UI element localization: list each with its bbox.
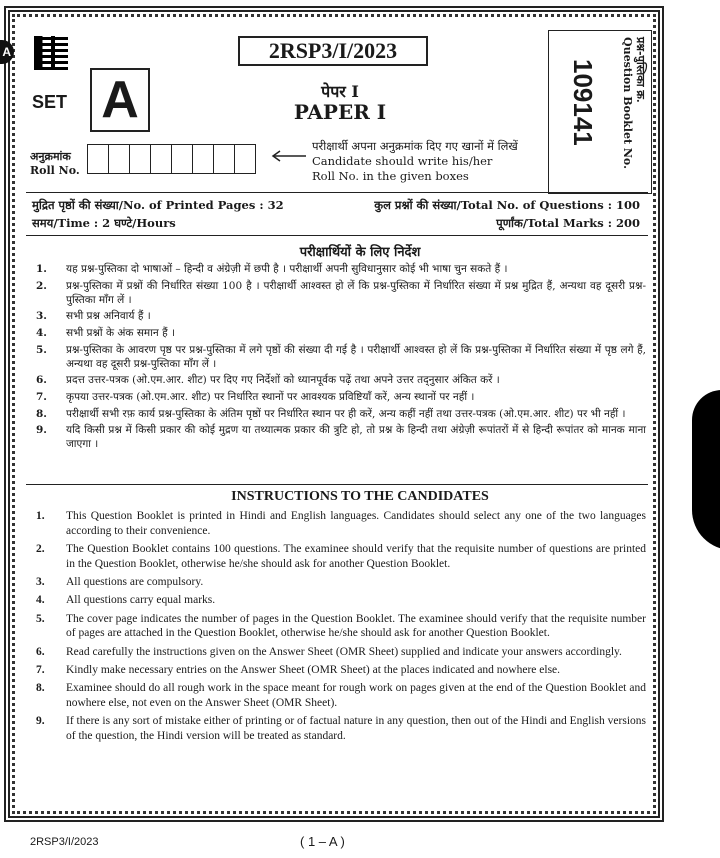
page-number: ( 1 – A ): [300, 834, 345, 849]
item-number: 7.: [36, 663, 45, 676]
item-number: 3.: [36, 576, 45, 588]
total-questions: कुल प्रश्नों की संख्या/Total No. of Questions : 100: [374, 198, 640, 212]
item-text: कृपया उत्तर-पत्रक (ओ.एम.आर. शीट) पर निर्धारित स्थानों पर आवश्यक प्रविष्टियाँ करें, अन्य स्थानों पर नहीं ।: [66, 390, 475, 403]
list-item: [36, 262, 646, 276]
roll-number-note: [312, 139, 518, 184]
roll-box[interactable]: [234, 144, 256, 174]
paper-title: PAPER I: [293, 100, 387, 124]
item-number: 1.: [36, 510, 45, 522]
item-text: The cover page indicates the number of pages in the Question Booklet. The examinee should verify that the requisite number of pages are attached in the Question Booklet, otherwise he/she should ask for another Question Booklet.: [66, 612, 646, 640]
list-item: [36, 309, 646, 323]
footer-code: 2RSP3/I/2023: [30, 836, 99, 848]
qr-code-icon: [34, 36, 68, 70]
english-instructions-list: [36, 509, 646, 747]
item-text: Kindly make necessary entries on the Answer Sheet (OMR Sheet) at the places indicated and nowhere else.: [66, 663, 561, 676]
item-number: 1.: [36, 263, 47, 275]
roll-note-hindi: परीक्षार्थी अपना अनुक्रमांक दिए गए खानों में लिखें: [312, 139, 518, 153]
roll-box[interactable]: [213, 144, 235, 174]
english-instructions-title: INSTRUCTIONS TO THE CANDIDATES: [231, 489, 489, 504]
item-text: यदि किसी प्रश्न में किसी प्रकार की कोई मुद्रण या तथ्यात्मक प्रकार की त्रुटि हो, तो प्रश्न के हिन्दी तथा अंग्रेज़ी रूपांतरों में से हिन्दी रूपांतर को मानक माना जाएगा ।: [66, 424, 646, 451]
roll-box[interactable]: [192, 144, 214, 174]
item-text: प्रश्न-पुस्तिका में प्रश्नों की निर्धारित संख्या 100 है । परीक्षार्थी आश्वस्त हो लें कि प्रश्न-पुस्तिका में निर्धारित संख्या में प्रश्न मुद्रित हैं, अन्यथा वह दूसरी प्रश्न-पुस्तिका माँग लें ।: [66, 279, 646, 306]
roll-note-english-1: Candidate should write his/her: [312, 154, 493, 168]
list-item: [36, 681, 646, 710]
scan-shadow: [692, 390, 720, 550]
item-number: 4.: [36, 594, 45, 607]
roll-label-english: Roll No.: [30, 164, 80, 177]
item-number: 6.: [36, 645, 45, 658]
booklet-number: 109141: [568, 59, 598, 146]
list-item: [36, 612, 646, 641]
set-value: A: [90, 68, 150, 132]
item-text: All questions carry equal marks.: [66, 594, 216, 607]
item-text: सभी प्रश्नों के अंक समान हैं ।: [66, 326, 175, 339]
list-item: [36, 373, 646, 387]
printed-pages: मुद्रित पृष्ठों की संख्या/No. of Printed Pages : 32: [32, 198, 284, 212]
booklet-number-box: [548, 30, 652, 194]
time-allowed: समय/Time : 2 घण्टे/Hours: [32, 216, 176, 230]
item-text: If there is any sort of mistake either of printing or of factual nature in any question, then out of the Hindi and English versions of the question, the Hindi version will be treated as standard.: [66, 715, 646, 742]
item-text: All questions are compulsory.: [66, 576, 204, 588]
booklet-number-label: प्रश्न-पुस्तिका क्र. Question Booklet No.: [621, 37, 647, 169]
roll-box[interactable]: [87, 144, 109, 174]
item-text: सभी प्रश्न अनिवार्य हैं ।: [66, 310, 151, 323]
hindi-instructions-title: परीक्षार्थियों के लिए निर्देश: [299, 245, 421, 260]
item-text: यह प्रश्न-पुस्तिका दो भाषाओं – हिन्दी व अंग्रेज़ी में छपी है । परीक्षार्थी अपनी सुविधानुसार कोई भी भाषा चुन सकते हैं ।: [66, 263, 508, 275]
item-number: 9.: [36, 715, 45, 728]
list-item: [36, 593, 646, 608]
total-marks: पूर्णांक/Total Marks : 200: [496, 216, 640, 230]
list-item: [36, 542, 646, 571]
list-item: [36, 326, 646, 340]
divider: [26, 192, 648, 193]
item-text: The Question Booklet contains 100 questions. The examinee should verify that the requisite number of questions are printed in the Question Booklet, otherwise he/she should ask for another Question Booklet.: [66, 543, 646, 570]
item-number: 5.: [36, 612, 45, 625]
list-item: [36, 423, 646, 451]
list-item: [36, 645, 646, 660]
item-number: 8.: [36, 407, 47, 420]
hindi-instructions-list: [36, 262, 646, 454]
roll-box[interactable]: [150, 144, 172, 174]
divider: [26, 484, 648, 485]
item-number: 2.: [36, 279, 47, 292]
item-number: 7.: [36, 390, 47, 403]
item-number: 2.: [36, 543, 45, 555]
list-item: [36, 343, 646, 371]
item-text: This Question Booklet is printed in Hindi and English languages. Candidates should select any one of the two languages according to their convenience.: [66, 510, 646, 537]
list-item: [36, 575, 646, 590]
list-item: [36, 663, 646, 678]
paper-code: 2RSP3/I/2023: [238, 36, 428, 66]
set-tab: A: [0, 40, 14, 64]
roll-number-boxes[interactable]: [88, 144, 256, 174]
item-number: 3.: [36, 310, 47, 323]
divider: [26, 235, 648, 236]
roll-number-label: [30, 150, 80, 178]
item-text: प्रदत्त उत्तर-पत्रक (ओ.एम.आर. शीट) पर दिए गए निर्देशों को ध्यानपूर्वक पढ़ें तथा अपने उत्तर तद्नुसार अंकित करें ।: [66, 374, 500, 387]
item-number: 5.: [36, 343, 47, 356]
set-label: SET: [32, 92, 68, 112]
arrow-left-icon: [270, 150, 306, 162]
item-text: Examinee should do all rough work in the space meant for rough work on pages given at the end of the Question Booklet and nowhere else, not even on the Answer Sheet (OMR Sheet).: [66, 682, 646, 709]
list-item: [36, 714, 646, 743]
list-item: [36, 279, 646, 307]
list-item: [36, 509, 646, 538]
roll-note-english-2: Roll No. in the given boxes: [312, 169, 469, 183]
item-text: प्रश्न-पुस्तिका के आवरण पृष्ठ पर प्रश्न-पुस्तिका में लगे पृष्ठों की संख्या दी गई है । परीक्षार्थी आश्वस्त हो लें कि प्रश्न-पुस्तिका में निर्धारित संख्या में पृष्ठ लगे हैं, अन्यथा वह दूसरी प्रश्न-पुस्तिका माँग लें ।: [66, 343, 646, 370]
item-text: Read carefully the instructions given on the Answer Sheet (OMR Sheet) supplied and indicate your answers accordingly.: [66, 645, 622, 658]
roll-label-hindi: अनुक्रमांक: [30, 150, 71, 163]
list-item: [36, 390, 646, 404]
item-number: 4.: [36, 326, 47, 339]
item-number: 8.: [36, 682, 45, 695]
item-text: परीक्षार्थी सभी रफ़ कार्य प्रश्न-पुस्तिका के अंतिम पृष्ठों पर निर्धारित स्थान पर ही करें, अन्य कहीं नहीं तथा उत्तर-पत्रक (ओ.एम.आर. शीट) पर भी नहीं ।: [66, 407, 626, 420]
roll-box[interactable]: [129, 144, 151, 174]
roll-box[interactable]: [171, 144, 193, 174]
item-number: 9.: [36, 424, 47, 437]
roll-box[interactable]: [108, 144, 130, 174]
paper-title-hindi: पेपर I: [321, 82, 359, 101]
list-item: [36, 407, 646, 421]
item-number: 6.: [36, 374, 47, 387]
